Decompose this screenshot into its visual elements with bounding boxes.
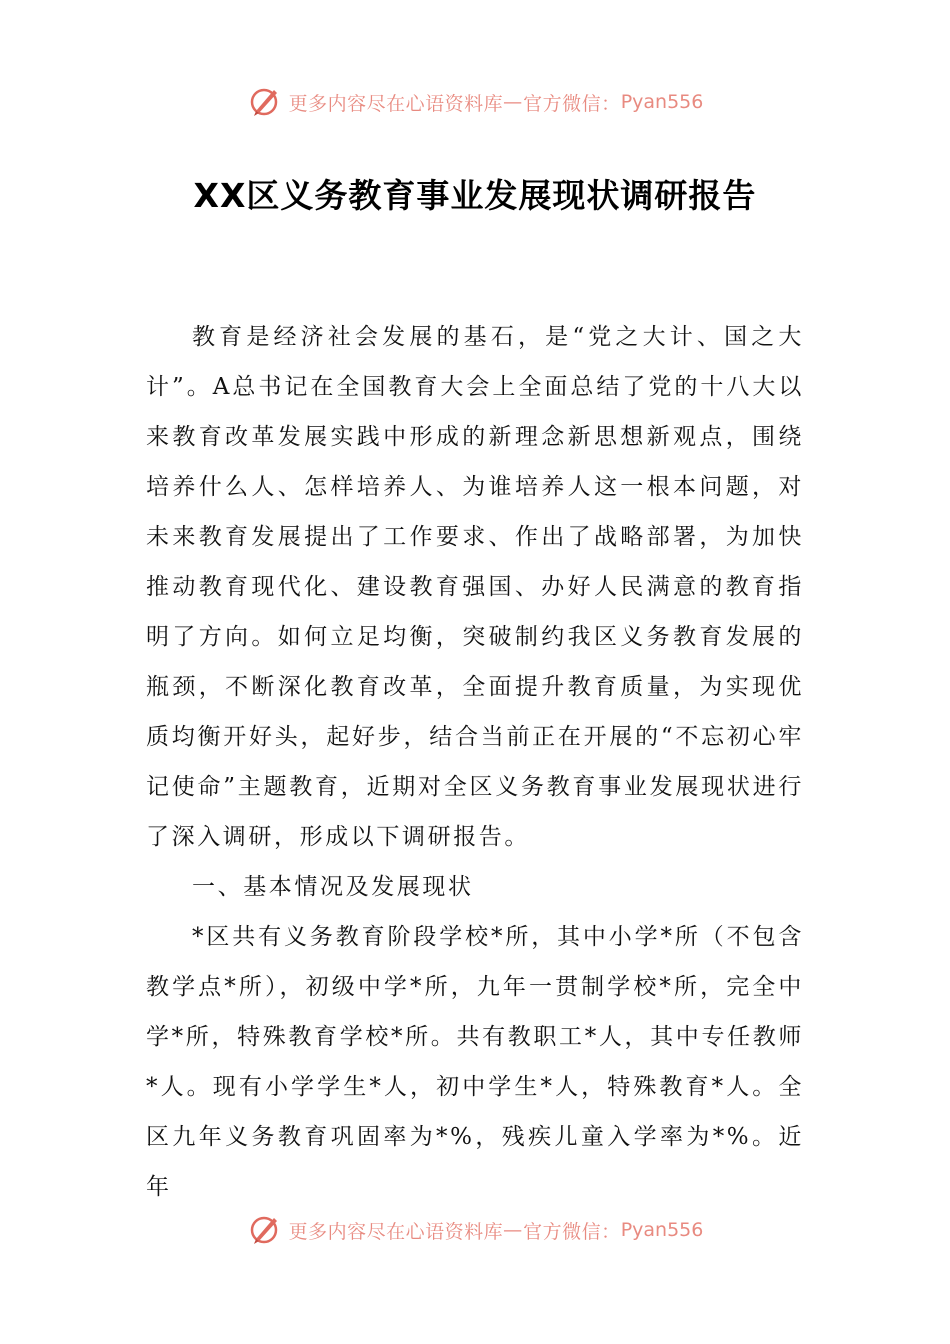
document-body (146, 312, 804, 1212)
watermark-label: 官方微信： (523, 92, 621, 115)
pen-circle-logo-icon (247, 1212, 283, 1248)
watermark-wechat-id: Pyan556 (620, 91, 704, 113)
watermark-brand: 更多内容尽在心语资料库 (288, 92, 504, 115)
pen-circle-logo-icon (247, 84, 283, 120)
watermark-separator: — (503, 91, 524, 113)
header-watermark (0, 82, 950, 122)
watermark-separator: — (503, 1219, 524, 1241)
watermark-brand: 更多内容尽在心语资料库 (288, 1220, 504, 1243)
watermark-wechat-id: Pyan556 (620, 1219, 704, 1241)
footer-watermark (0, 1210, 950, 1250)
intro-paragraph: 教育是经济社会发展的基石，是“党之大计、国之大计”。A总书记在全国教育大会上全面总结了党的十八大以来教育改革发展实践中形成的新理念新思想新观点，围绕培养什么人、怎样培养人、为谁培养人这一根本问题，对未来教育发展提出了工作要求、作出了战略部署，为加快推动教育现代化、建设教育强国、办好人民满意的教育指明了方向。如何立足均衡，突破制约我区义务教育发展的瓶颈，不断深化教育改革，全面提升教育质量，为实现优质均衡开好头，起好步，结合当前正在开展的“不忘初心牢记使命”主题教育，近期对全区义务教育事业发展现状进行了深入调研，形成以下调研报告。 (146, 324, 804, 850)
section-heading: 一、基本情况及发展现状 (192, 874, 474, 900)
basic-situation-paragraph: *区共有义务教育阶段学校*所，其中小学*所（不包含教学点*所），初级中学*所，九年一贯制学校*所，完全中学*所，特殊教育学校*所。共有教职工*人，其中专任教师*人。现有小学学生*人，初中学生*人，特殊教育*人。全区九年义务教育巩固率为*%，残疾儿童入学率为*%。近年 (146, 924, 804, 1200)
watermark-label: 官方微信： (523, 1220, 621, 1243)
document-title: XX区义务教育事业发展现状调研报告 (193, 176, 757, 215)
